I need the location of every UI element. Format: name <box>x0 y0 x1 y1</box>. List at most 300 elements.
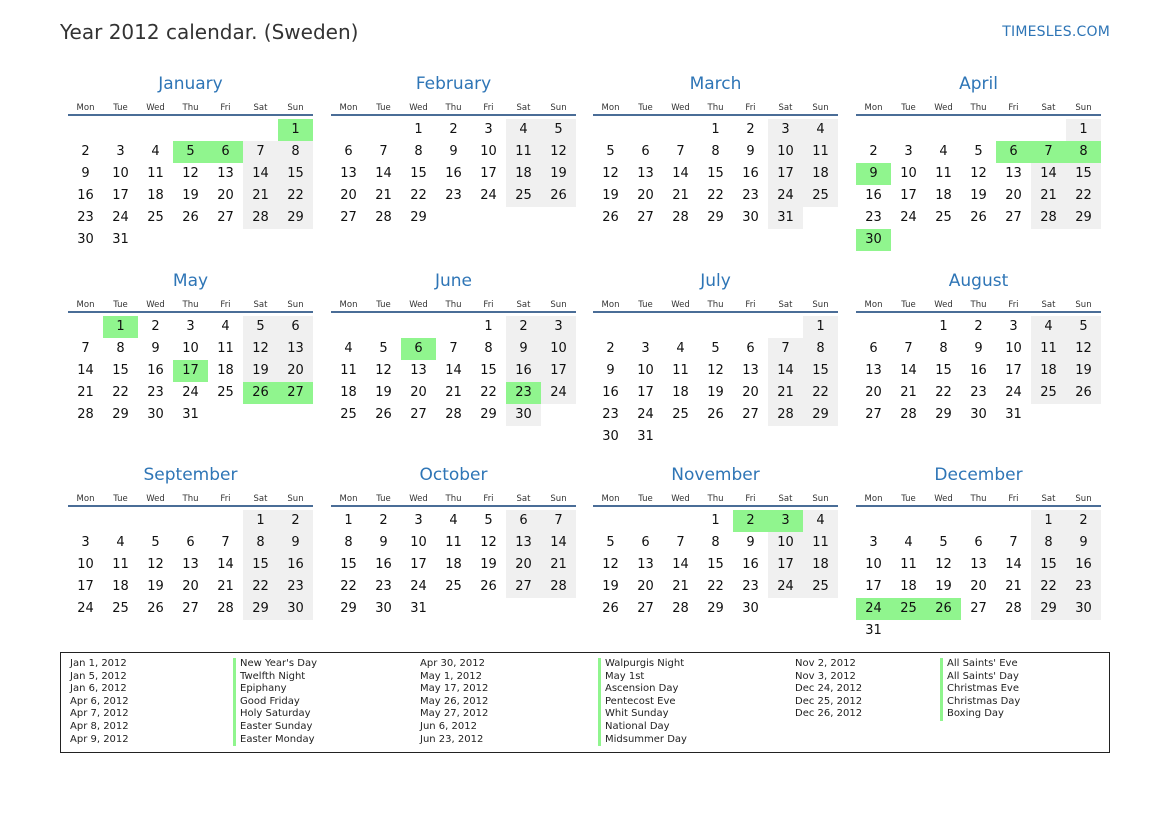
day-cell: 28 <box>541 576 576 598</box>
day-cell: 25 <box>217 385 234 400</box>
day-cell: 9 <box>746 144 755 159</box>
day-cell: 29 <box>707 210 724 225</box>
day-cell: 30 <box>506 404 541 426</box>
day-cell: 11 <box>112 557 129 572</box>
day-cell: 9 <box>1066 532 1101 554</box>
day-cell: 4 <box>221 319 230 334</box>
month-title: October <box>419 465 488 485</box>
day-cell: 26 <box>602 601 619 616</box>
day-cell: 11 <box>147 166 164 181</box>
weekday-label: Tue <box>376 103 391 113</box>
day-cell: 11 <box>672 363 689 378</box>
day-cell: 27 <box>182 601 199 616</box>
holiday-date: Apr 9, 2012 <box>70 733 129 745</box>
month-title: July <box>700 271 731 291</box>
day-cell: 5 <box>243 316 278 338</box>
day-cell: 14 <box>672 557 689 572</box>
day-cell: 10 <box>77 557 94 572</box>
day-cell: 13 <box>410 363 427 378</box>
day-cell: 8 <box>484 341 493 356</box>
holiday-date: Dec 26, 2012 <box>795 708 863 720</box>
day-cell: 1 <box>1031 510 1066 532</box>
day-cell: 5 <box>711 341 720 356</box>
day-cell: 8 <box>116 341 125 356</box>
weekday-header <box>68 493 313 507</box>
day-cell: 1 <box>484 319 493 334</box>
day-cell: 26 <box>707 407 724 422</box>
month-title: November <box>671 465 760 485</box>
day-cell: 13 <box>742 363 759 378</box>
day-cell: 17 <box>637 385 654 400</box>
day-cell: 5 <box>606 144 615 159</box>
weekday-label: Tue <box>638 103 653 113</box>
holiday-name: Easter Sunday <box>233 721 317 734</box>
day-cell: 19 <box>707 385 724 400</box>
day-cell: 26 <box>602 210 619 225</box>
day-cell: 3 <box>81 535 90 550</box>
month-title: April <box>959 74 998 94</box>
site-link[interactable]: TIMESLES.COM <box>1002 24 1110 40</box>
day-cell: 23 <box>445 188 462 203</box>
day-cell: 10 <box>865 557 882 572</box>
day-cell: 19 <box>243 360 278 382</box>
day-cell: 2 <box>81 144 90 159</box>
weekday-label: Fri <box>745 300 756 310</box>
day-cell: 7 <box>676 535 685 550</box>
holiday-date: Apr 30, 2012 <box>420 658 486 669</box>
month-november <box>593 461 838 620</box>
day-cell: 19 <box>1066 360 1101 382</box>
day-cell: 16 <box>375 557 392 572</box>
day-cell: 19 <box>182 188 199 203</box>
weekday-label: Wed <box>409 300 428 310</box>
weekday-label: Tue <box>376 300 391 310</box>
day-cell: 19 <box>147 579 164 594</box>
holiday-date: May 1, 2012 <box>420 670 483 682</box>
day-cell: 6 <box>746 341 755 356</box>
day-cell: 8 <box>1031 532 1066 554</box>
day-cell: 4 <box>904 535 913 550</box>
weekday-header <box>331 299 576 313</box>
day-cell: 2 <box>506 316 541 338</box>
day-cell: 15 <box>935 363 952 378</box>
weekday-label: Thu <box>182 300 199 310</box>
weekday-label: Thu <box>445 103 462 113</box>
day-cell: 31 <box>182 407 199 422</box>
day-cell: 5 <box>541 119 576 141</box>
day-cell: 19 <box>375 385 392 400</box>
weekday-label: Sat <box>253 300 268 310</box>
weekday-label: Sun <box>1075 300 1092 310</box>
month-january <box>68 70 313 251</box>
weekday-label: Fri <box>745 494 756 504</box>
holiday-day-cell: 23 <box>506 382 541 404</box>
day-cell: 12 <box>541 141 576 163</box>
day-cell: 10 <box>768 141 803 163</box>
weekday-label: Thu <box>707 300 724 310</box>
day-cell: 5 <box>939 535 948 550</box>
day-cell: 11 <box>445 535 462 550</box>
day-cell: 3 <box>768 119 803 141</box>
day-cell: 1 <box>1066 119 1101 141</box>
weekday-label: Sun <box>1075 494 1092 504</box>
day-cell: 20 <box>217 188 234 203</box>
holiday-day-cell: 24 <box>856 598 891 620</box>
day-cell: 18 <box>217 363 234 378</box>
weekday-header <box>593 102 838 116</box>
weekday-header <box>331 493 576 507</box>
day-cell: 4 <box>676 341 685 356</box>
day-cell: 25 <box>803 185 838 207</box>
holiday-name: All Saints' Day <box>940 671 1020 684</box>
month-july <box>593 267 838 448</box>
day-cell: 3 <box>541 316 576 338</box>
holiday-day-cell: 1 <box>103 316 138 338</box>
weekday-label: Sat <box>778 494 793 504</box>
day-cell: 26 <box>970 210 987 225</box>
holiday-name: Twelfth Night <box>233 671 317 684</box>
weekday-label: Sun <box>812 103 829 113</box>
day-cell: 12 <box>935 557 952 572</box>
day-cell: 17 <box>1005 363 1022 378</box>
day-cell: 19 <box>602 188 619 203</box>
weekday-label: Mon <box>601 494 620 504</box>
weekday-label: Tue <box>638 494 653 504</box>
day-cell: 11 <box>900 557 917 572</box>
day-cell: 30 <box>742 210 759 225</box>
day-cell: 7 <box>676 144 685 159</box>
day-cell: 29 <box>410 210 427 225</box>
day-cell: 2 <box>869 144 878 159</box>
day-cell: 30 <box>278 598 313 620</box>
day-grid <box>331 313 576 426</box>
legend-dates-column <box>795 658 862 721</box>
day-cell: 20 <box>1005 188 1022 203</box>
day-cell: 21 <box>768 382 803 404</box>
day-cell: 24 <box>480 188 497 203</box>
day-cell: 30 <box>77 232 94 247</box>
weekday-label: Mon <box>339 300 358 310</box>
day-cell: 4 <box>506 119 541 141</box>
day-cell: 23 <box>147 385 164 400</box>
weekday-label: Tue <box>113 494 128 504</box>
weekday-label: Sat <box>253 103 268 113</box>
day-cell: 23 <box>742 188 759 203</box>
day-cell: 27 <box>742 407 759 422</box>
day-cell: 22 <box>1066 185 1101 207</box>
day-cell: 21 <box>672 188 689 203</box>
weekday-label: Sat <box>778 300 793 310</box>
day-cell: 28 <box>445 407 462 422</box>
day-cell: 10 <box>1005 341 1022 356</box>
weekday-label: Sat <box>516 103 531 113</box>
day-cell: 28 <box>77 407 94 422</box>
day-grid <box>68 116 313 251</box>
holiday-name: Holy Saturday <box>233 708 317 721</box>
day-cell: 12 <box>480 535 497 550</box>
weekday-label: Tue <box>113 103 128 113</box>
weekday-header <box>856 102 1101 116</box>
day-cell: 3 <box>641 341 650 356</box>
weekday-label: Thu <box>970 103 987 113</box>
month-april <box>856 70 1101 251</box>
day-cell: 28 <box>1031 207 1066 229</box>
day-cell: 16 <box>742 166 759 181</box>
day-cell: 19 <box>970 188 987 203</box>
legend-dates-column <box>70 658 129 746</box>
holiday-name: Midsummer Day <box>598 734 687 747</box>
weekday-label: Fri <box>483 103 494 113</box>
day-cell: 23 <box>278 576 313 598</box>
day-cell: 26 <box>182 210 199 225</box>
weekday-header <box>331 102 576 116</box>
day-cell: 12 <box>970 166 987 181</box>
day-cell: 8 <box>939 341 948 356</box>
day-cell: 15 <box>707 557 724 572</box>
day-cell: 27 <box>970 601 987 616</box>
holiday-day-cell: 5 <box>173 141 208 163</box>
day-cell: 7 <box>221 535 230 550</box>
day-cell: 26 <box>541 185 576 207</box>
day-cell: 24 <box>410 579 427 594</box>
day-cell: 22 <box>1031 576 1066 598</box>
weekday-label: Fri <box>1008 300 1019 310</box>
day-cell: 6 <box>506 510 541 532</box>
holiday-date: May 26, 2012 <box>420 695 489 707</box>
day-cell: 6 <box>641 144 650 159</box>
day-cell: 8 <box>278 141 313 163</box>
day-cell: 5 <box>606 535 615 550</box>
day-cell: 17 <box>480 166 497 181</box>
day-cell: 16 <box>602 385 619 400</box>
weekday-header <box>68 299 313 313</box>
day-cell: 17 <box>900 188 917 203</box>
holiday-name: Walpurgis Night <box>598 658 687 671</box>
weekday-label: Fri <box>220 103 231 113</box>
day-cell: 16 <box>742 557 759 572</box>
day-cell: 14 <box>243 163 278 185</box>
weekday-label: Tue <box>376 494 391 504</box>
day-cell: 4 <box>803 119 838 141</box>
weekday-label: Tue <box>638 300 653 310</box>
day-grid <box>593 116 838 229</box>
day-cell: 17 <box>410 557 427 572</box>
day-cell: 20 <box>278 360 313 382</box>
day-cell: 9 <box>746 535 755 550</box>
day-cell: 7 <box>379 144 388 159</box>
weekday-label: Sat <box>1041 103 1056 113</box>
day-cell: 21 <box>1005 579 1022 594</box>
day-cell: 16 <box>970 363 987 378</box>
day-cell: 27 <box>1005 210 1022 225</box>
day-cell: 9 <box>974 341 983 356</box>
weekday-label: Fri <box>483 300 494 310</box>
day-cell: 17 <box>865 579 882 594</box>
day-cell: 29 <box>480 407 497 422</box>
day-cell: 23 <box>742 579 759 594</box>
day-cell: 10 <box>768 532 803 554</box>
weekday-label: Sat <box>516 494 531 504</box>
weekday-label: Thu <box>970 300 987 310</box>
day-cell: 15 <box>803 360 838 382</box>
day-cell: 27 <box>865 407 882 422</box>
day-cell: 14 <box>768 360 803 382</box>
weekday-header <box>593 493 838 507</box>
day-cell: 28 <box>672 210 689 225</box>
weekday-header <box>593 299 838 313</box>
weekday-label: Wed <box>146 494 165 504</box>
day-cell: 15 <box>1031 554 1066 576</box>
day-grid <box>593 313 838 448</box>
day-cell: 29 <box>707 601 724 616</box>
day-cell: 28 <box>900 407 917 422</box>
weekday-label: Fri <box>220 494 231 504</box>
day-cell: 27 <box>637 601 654 616</box>
day-cell: 11 <box>217 341 234 356</box>
weekday-label: Wed <box>934 103 953 113</box>
holiday-name: New Year's Day <box>233 658 317 671</box>
holiday-date: Jan 1, 2012 <box>70 658 127 669</box>
legend-names-column <box>233 658 317 746</box>
month-title: December <box>934 465 1023 485</box>
weekday-label: Sun <box>287 300 304 310</box>
day-cell: 29 <box>112 407 129 422</box>
weekday-label: Thu <box>707 494 724 504</box>
day-cell: 14 <box>900 363 917 378</box>
day-cell: 25 <box>112 601 129 616</box>
day-cell: 22 <box>278 185 313 207</box>
day-cell: 1 <box>344 513 353 528</box>
weekday-label: Thu <box>445 494 462 504</box>
day-cell: 11 <box>1031 338 1066 360</box>
month-title: February <box>415 74 492 94</box>
weekday-label: Wed <box>409 494 428 504</box>
day-cell: 2 <box>449 122 458 137</box>
holiday-date: Jun 23, 2012 <box>420 733 484 745</box>
day-cell: 3 <box>484 122 493 137</box>
weekday-header <box>856 299 1101 313</box>
day-cell: 15 <box>1066 163 1101 185</box>
day-cell: 31 <box>112 232 129 247</box>
holiday-day-cell: 2 <box>733 510 768 532</box>
day-cell: 21 <box>217 579 234 594</box>
day-cell: 31 <box>865 623 882 638</box>
day-cell: 26 <box>1066 382 1101 404</box>
day-cell: 6 <box>278 316 313 338</box>
day-cell: 13 <box>217 166 234 181</box>
day-cell: 22 <box>243 576 278 598</box>
day-cell: 22 <box>112 385 129 400</box>
day-cell: 27 <box>637 210 654 225</box>
day-cell: 26 <box>147 601 164 616</box>
weekday-label: Mon <box>76 494 95 504</box>
day-cell: 21 <box>900 385 917 400</box>
day-cell: 15 <box>410 166 427 181</box>
day-cell: 14 <box>445 363 462 378</box>
day-cell: 31 <box>637 429 654 444</box>
day-cell: 20 <box>637 188 654 203</box>
weekday-header <box>68 102 313 116</box>
holiday-name: Ascension Day <box>598 683 687 696</box>
day-cell: 18 <box>900 579 917 594</box>
day-cell: 13 <box>182 557 199 572</box>
day-cell: 1 <box>243 510 278 532</box>
day-cell: 22 <box>410 188 427 203</box>
weekday-label: Thu <box>970 494 987 504</box>
holiday-date: Apr 8, 2012 <box>70 720 129 732</box>
day-cell: 18 <box>935 188 952 203</box>
day-cell: 18 <box>803 554 838 576</box>
day-cell: 18 <box>445 557 462 572</box>
holiday-day-cell: 25 <box>891 598 926 620</box>
month-august <box>856 267 1101 426</box>
day-cell: 11 <box>506 141 541 163</box>
day-cell: 18 <box>340 385 357 400</box>
day-cell: 26 <box>375 407 392 422</box>
day-cell: 3 <box>1009 319 1018 334</box>
day-cell: 16 <box>506 360 541 382</box>
day-cell: 7 <box>541 510 576 532</box>
day-cell: 3 <box>904 144 913 159</box>
day-cell: 8 <box>344 535 353 550</box>
weekday-label: Sat <box>1041 494 1056 504</box>
holiday-name: All Saints' Eve <box>940 658 1020 671</box>
holiday-name: National Day <box>598 721 687 734</box>
weekday-label: Tue <box>901 103 916 113</box>
day-cell: 23 <box>77 210 94 225</box>
day-cell: 15 <box>278 163 313 185</box>
day-cell: 21 <box>541 554 576 576</box>
holiday-name: Epiphany <box>233 683 317 696</box>
day-cell: 3 <box>414 513 423 528</box>
day-cell: 1 <box>803 316 838 338</box>
holiday-name: Christmas Eve <box>940 683 1020 696</box>
day-cell: 28 <box>375 210 392 225</box>
day-cell: 13 <box>865 363 882 378</box>
holiday-date: May 17, 2012 <box>420 683 489 695</box>
weekday-label: Fri <box>483 494 494 504</box>
day-cell: 30 <box>1066 598 1101 620</box>
day-cell: 29 <box>935 407 952 422</box>
holiday-date: Jan 6, 2012 <box>70 683 127 695</box>
day-cell: 10 <box>541 338 576 360</box>
holiday-name: May 1st <box>598 671 687 684</box>
day-cell: 25 <box>803 576 838 598</box>
day-cell: 16 <box>865 188 882 203</box>
day-cell: 29 <box>1031 598 1066 620</box>
day-cell: 10 <box>480 144 497 159</box>
month-october <box>331 461 576 620</box>
weekday-label: Mon <box>864 103 883 113</box>
day-cell: 11 <box>340 363 357 378</box>
day-cell: 5 <box>484 513 493 528</box>
holiday-name: Christmas Day <box>940 696 1020 709</box>
day-cell: 25 <box>506 185 541 207</box>
day-cell: 13 <box>637 557 654 572</box>
holiday-name: Pentecost Eve <box>598 696 687 709</box>
weekday-label: Mon <box>339 494 358 504</box>
day-cell: 12 <box>243 338 278 360</box>
day-cell: 7 <box>768 338 803 360</box>
day-cell: 25 <box>340 407 357 422</box>
day-cell: 7 <box>81 341 90 356</box>
month-march <box>593 70 838 229</box>
day-cell: 29 <box>340 601 357 616</box>
day-grid <box>331 507 576 620</box>
holiday-day-cell: 6 <box>208 141 243 163</box>
day-cell: 20 <box>340 188 357 203</box>
day-cell: 19 <box>935 579 952 594</box>
